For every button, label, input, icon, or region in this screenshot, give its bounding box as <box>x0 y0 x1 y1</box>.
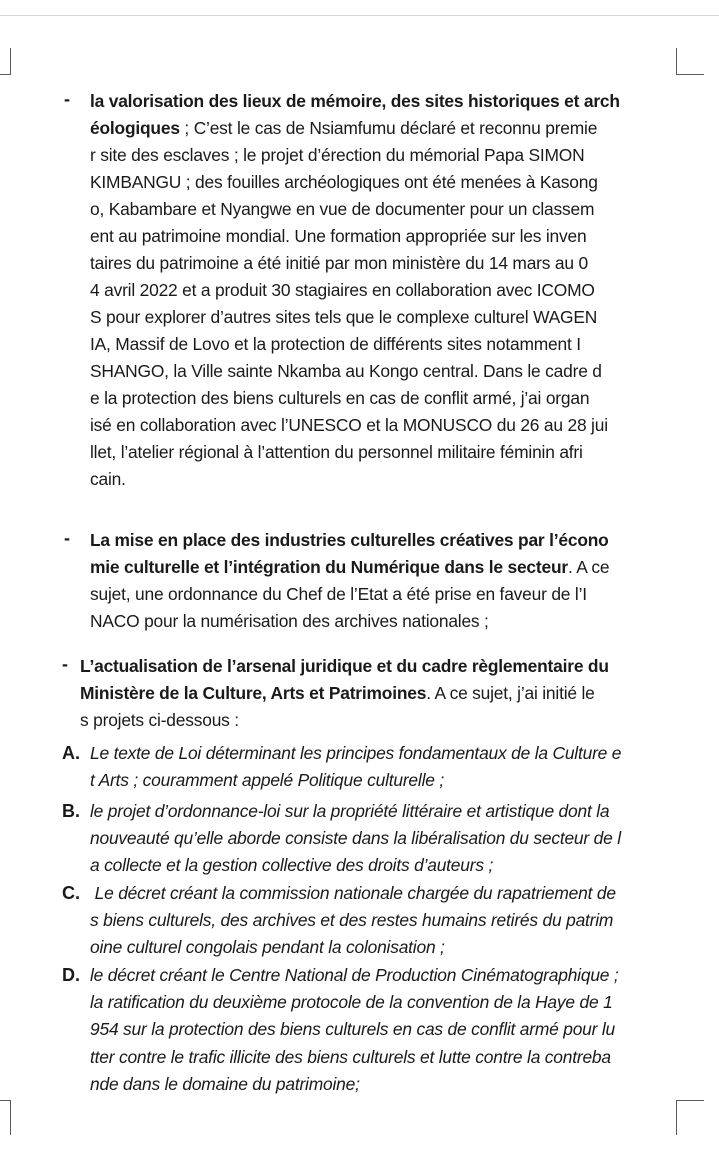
italic-line: le projet d’ordonnance-loi sur la propriété littéraire et artistique dont la <box>90 801 610 821</box>
paragraph-line <box>90 196 594 223</box>
paragraph-line <box>90 277 595 304</box>
crop-mark-top-left <box>0 48 11 75</box>
paragraph-line <box>90 581 587 608</box>
bold-text: éologiques <box>90 118 180 138</box>
bullet-dash: - <box>64 89 70 109</box>
body-text: . A ce <box>567 557 610 577</box>
italic-line: Le texte de Loi déterminant les principes fondamentaux de la Culture e <box>90 743 622 763</box>
body-text: o, Kabambare et Nyangwe en vue de documenter pour un classem <box>90 199 595 219</box>
italic-line: t Arts ; couramment appelé Politique culturelle ; <box>90 770 444 791</box>
paragraph-line <box>90 358 602 385</box>
list-marker: A. <box>62 743 80 763</box>
list-marker: D. <box>62 965 80 985</box>
paragraph-line <box>90 169 598 196</box>
bullet-dash: - <box>62 654 68 674</box>
italic-line: a collecte et la gestion collective des droits d’auteurs ; <box>90 855 494 876</box>
body-text: IA, Massif de Lovo et la protection de différents sites notamment I <box>90 334 581 354</box>
paragraph-line <box>80 680 595 707</box>
paragraph-line <box>90 412 608 439</box>
italic-line: tter contre le trafic illicite des biens culturels et lutte contre la contreba <box>90 1046 611 1067</box>
italic-line: Le décret créant la commission nationale chargée du rapatriement de <box>90 883 616 903</box>
crop-mark-bottom-right <box>676 1100 704 1135</box>
paragraph-line <box>90 608 489 635</box>
body-text: r site des esclaves ; le projet d’érection du mémorial Papa SIMON <box>90 145 585 165</box>
body-text: llet, l’atelier régional à l’attention du personnel militaire féminin afri <box>90 442 583 462</box>
paragraph-line <box>90 385 589 412</box>
bold-text: Ministère de la Culture, Arts et Patrimoines <box>80 683 427 703</box>
page-top-divider <box>0 15 719 16</box>
paragraph-line <box>90 115 597 142</box>
bold-text: la valorisation des lieux de mémoire, des sites historiques et arch <box>90 91 620 111</box>
body-text: taires du patrimoine a été initié par mon ministère du 14 mars au 0 <box>90 253 588 273</box>
italic-line: nouveauté qu’elle aborde consiste dans la libéralisation du secteur de l <box>90 828 621 849</box>
paragraph-line <box>90 304 597 331</box>
paragraph-line <box>90 554 609 581</box>
paragraph-line <box>90 466 126 493</box>
body-text: NACO pour la numérisation des archives nationales ; <box>90 611 489 631</box>
italic-line: la ratification du deuxième protocole de la convention de la Haye de 1 <box>90 992 613 1013</box>
crop-mark-top-right <box>676 48 704 75</box>
body-text: KIMBANGU ; des fouilles archéologiques ont été menées à Kasong <box>90 172 598 192</box>
bold-text: mie culturelle et l’intégration du Numérique dans le secteur <box>90 557 568 577</box>
body-text: e la protection des biens culturels en cas de conflit armé, j’ai organ <box>90 388 590 408</box>
body-text: cain. <box>90 469 126 489</box>
paragraph-line <box>90 142 584 169</box>
italic-line: s biens culturels, des archives et des restes humains retirés du patrim <box>90 910 614 931</box>
crop-mark-bottom-left <box>0 1100 11 1135</box>
paragraph-line <box>90 331 581 358</box>
body-text: SHANGO, la Ville sainte Nkamba au Kongo central. Dans le cadre d <box>90 361 602 381</box>
paragraph-line <box>80 707 239 734</box>
body-text: 4 avril 2022 et a produit 30 stagiaires en collaboration avec ICOMO <box>90 280 595 300</box>
paragraph-line <box>90 527 609 554</box>
body-text: S pour explorer d’autres sites tels que le complexe culturel WAGEN <box>90 307 598 327</box>
paragraph-line <box>80 653 609 680</box>
bold-text: La mise en place des industries culturelles créatives par l’écono <box>90 530 609 550</box>
paragraph-line <box>90 88 620 115</box>
body-text: isé en collaboration avec l’UNESCO et la MONUSCO du 26 au 28 jui <box>90 415 608 435</box>
body-text: sujet, une ordonnance du Chef de l’Etat a été prise en faveur de l’I <box>90 584 587 604</box>
italic-line: 954 sur la protection des biens culturels en cas de conflit armé pour lu <box>90 1019 616 1040</box>
paragraph-line <box>90 223 586 250</box>
list-marker: C. <box>62 883 80 903</box>
body-text: . A ce sujet, j’ai initié le <box>426 683 595 703</box>
body-text: ; C’est le cas de Nsiamfumu déclaré et reconnu premie <box>179 118 598 138</box>
italic-line: le décret créant le Centre National de Production Cinématographique ; <box>90 965 619 985</box>
italic-line: oine culturel congolais pendant la colonisation ; <box>90 937 445 958</box>
italic-line: nde dans le domaine du patrimoine; <box>90 1073 360 1094</box>
bullet-dash: - <box>64 528 70 548</box>
list-marker: B. <box>62 801 80 821</box>
body-text: s projets ci-dessous : <box>80 710 239 730</box>
body-text: ent au patrimoine mondial. Une formation appropriée sur les inven <box>90 226 587 246</box>
bold-text: L’actualisation de l’arsenal juridique et du cadre règlementaire du <box>80 656 609 676</box>
paragraph-line <box>90 250 588 277</box>
paragraph-line <box>90 439 583 466</box>
